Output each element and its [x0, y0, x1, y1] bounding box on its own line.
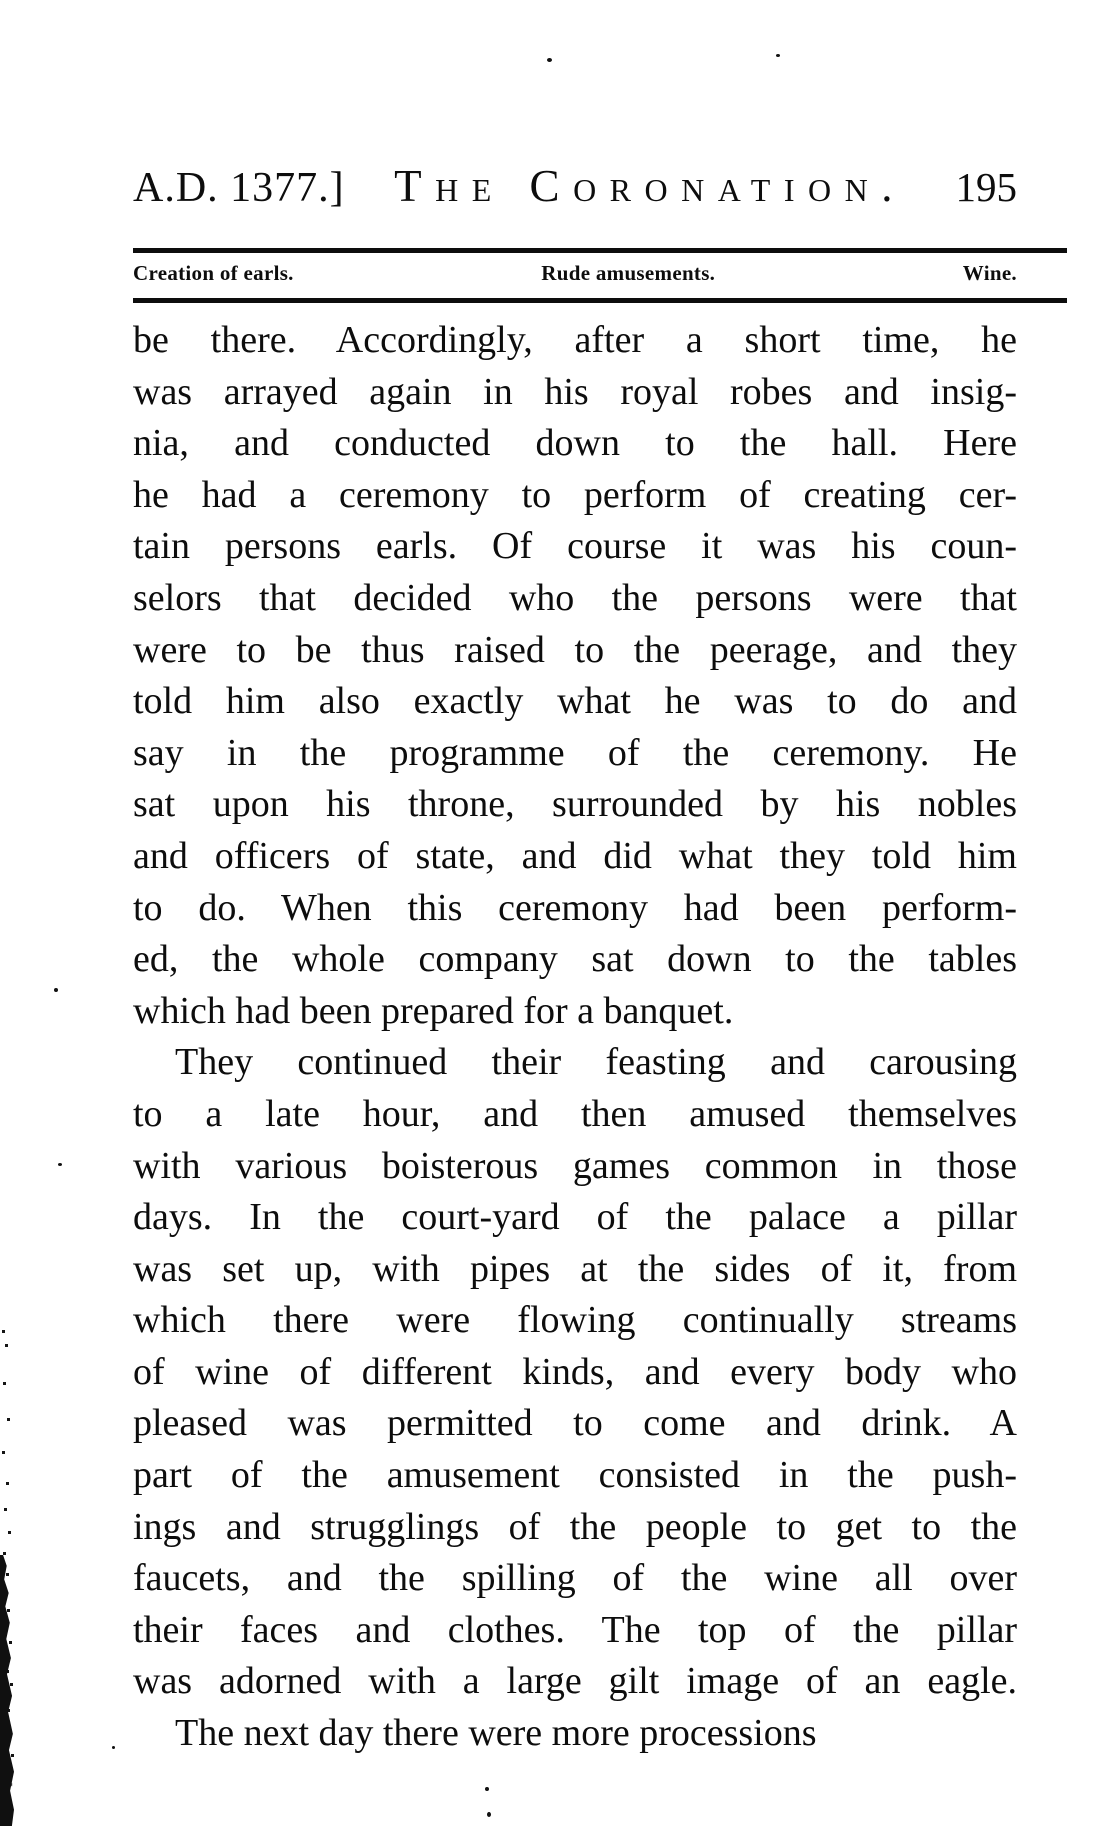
text-line: which had been prepared for a banquet.: [133, 989, 734, 1032]
text-line: faucets, and the spilling of the wine all over: [133, 1557, 1017, 1600]
text-line: pleased was permitted to come and drink. A: [133, 1402, 1017, 1445]
text-line: to do. When this ceremony had been perform-: [133, 886, 1017, 929]
text-line: their faces and clothes. The top of the pillar: [133, 1608, 1017, 1651]
divider-rule-bottom: [133, 298, 1067, 303]
text-line: he had a ceremony to perform of creating cer-: [133, 473, 1017, 516]
text-line: tain persons earls. Of course it was his coun-: [133, 525, 1017, 568]
scan-speck: [776, 54, 780, 57]
scan-speck: [54, 988, 58, 992]
text-line: say in the programme of the ceremony. He: [133, 731, 1017, 774]
text-line: ed, the whole company sat down to the tables: [133, 938, 1017, 981]
text-line: to a late hour, and then amused themselves: [133, 1092, 1017, 1135]
column-headings: [133, 261, 1017, 286]
scan-speck: [58, 1163, 62, 1166]
text-line: ings and strugglings of the people to get to the: [133, 1505, 1017, 1548]
header-date: A.D. 1377.]: [133, 165, 345, 211]
page-title: The Coronation.: [394, 161, 906, 211]
scan-speck: [487, 1812, 491, 1817]
text-line: days. In the court-yard of the palace a pillar: [133, 1196, 1017, 1239]
scan-speck: [485, 1787, 489, 1791]
text-line: part of the amusement consisted in the push-: [133, 1454, 1017, 1497]
text-line: nia, and conducted down to the hall. Here: [133, 422, 1017, 465]
text-line: be there. Accordingly, after a short time, he: [133, 319, 1017, 361]
text-line: The next day there were more processions: [175, 1712, 817, 1755]
text-line: told him also exactly what he was to do and: [133, 680, 1017, 723]
divider-rule-top: [133, 248, 1067, 253]
column-heading-right: Wine.: [962, 261, 1017, 285]
text-line: and officers of state, and did what they told him: [133, 834, 1017, 877]
text-line: selors that decided who the persons were that: [133, 576, 1017, 619]
column-heading-center: Rude amusements.: [541, 261, 716, 285]
scan-speck: [112, 1746, 115, 1749]
column-heading-left: Creation of earls.: [133, 261, 294, 285]
scan-gutter-shadow: [0, 1555, 14, 1826]
body-text: [133, 315, 1017, 1760]
text-line: was set up, with pipes at the sides of it, from: [133, 1247, 1017, 1290]
text-line: with various boisterous games common in those: [133, 1144, 1017, 1187]
text-line: which there were flowing continually streams: [133, 1299, 1017, 1342]
text-line: was arrayed again in his royal robes and insig-: [133, 370, 1017, 413]
scan-gutter-noise: [2, 1330, 5, 1333]
scan-speck: [547, 58, 552, 62]
text-line: sat upon his throne, surrounded by his nobles: [133, 783, 1017, 826]
text-line: was adorned with a large gilt image of an eagle.: [133, 1660, 1017, 1703]
text-line: of wine of different kinds, and every body who: [133, 1350, 1017, 1393]
running-head: [133, 160, 1017, 212]
text-line: They continued their feasting and carousing: [175, 1041, 1017, 1084]
page-number: 195: [955, 164, 1017, 210]
text-line: were to be thus raised to the peerage, and they: [133, 628, 1017, 671]
